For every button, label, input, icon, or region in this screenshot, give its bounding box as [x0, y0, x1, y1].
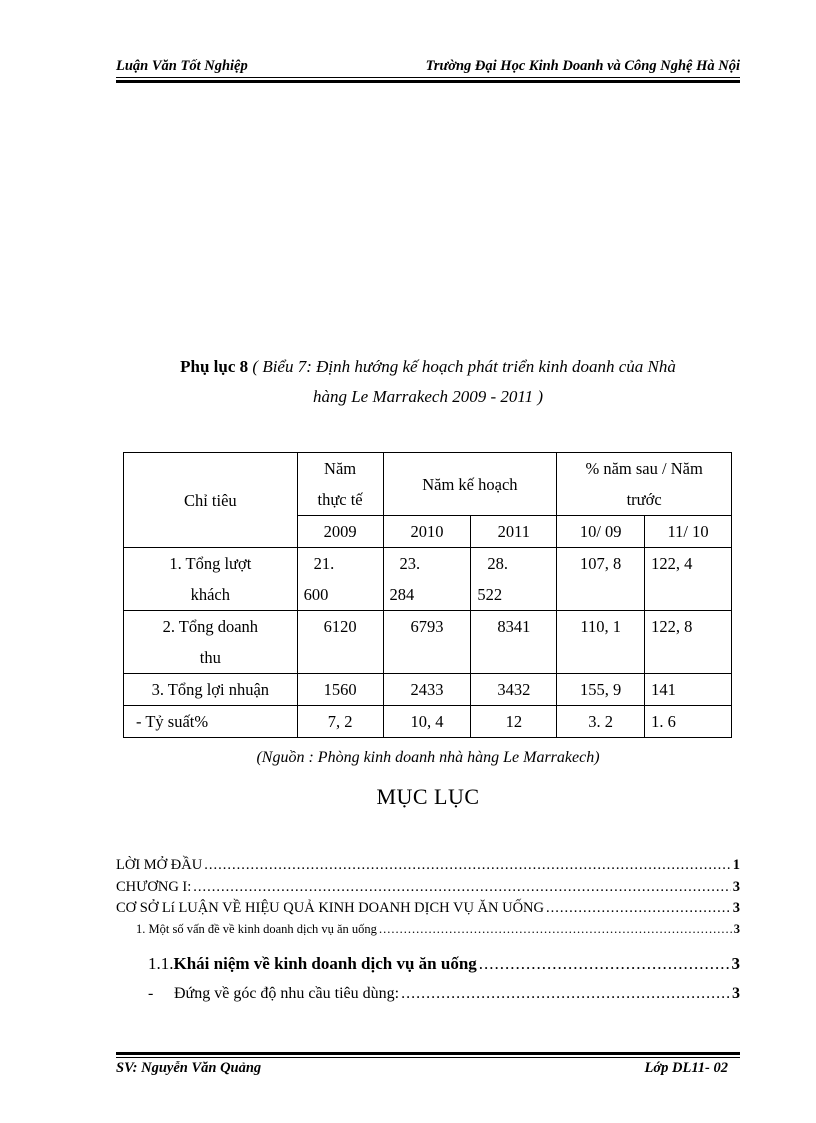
cell-2010: 23. 284: [383, 548, 471, 611]
toc-page-number: 3: [731, 954, 740, 973]
toc-page-number: 1: [732, 857, 740, 873]
header-actual-year: [297, 453, 383, 516]
toc-leader: [193, 879, 730, 896]
table-row: [124, 548, 732, 611]
row-label: 1. Tổng lượt khách: [124, 548, 298, 611]
toc-item-text: CƠ SỞ Lí LUẬN VỀ HIỆU QUẢ KINH DOANH DỊCH VỤ ĂN UỐNG: [116, 900, 544, 916]
header-pct-l2: trước: [626, 490, 662, 509]
row-label: 3. Tổng lợi nhuận: [124, 674, 298, 706]
year-cell: 11/ 10: [645, 516, 732, 548]
table-source-note: (Nguồn : Phòng kinh doanh nhà hàng Le Marrakech): [256, 749, 600, 766]
toc-item[interactable]: [148, 985, 740, 1003]
footer-rule-thin: [116, 1057, 740, 1058]
header-right: Trường Đại Học Kinh Doanh và Công Nghệ Hà Nội: [425, 58, 740, 74]
header-pct-l1: % năm sau / Năm: [585, 459, 703, 478]
header-plan-year: Năm kế hoạch: [383, 453, 557, 516]
cell-2009: 7, 2: [297, 706, 383, 738]
appendix-caption-line1: ( Biểu 7: Định hướng kế hoạch phát triển kinh doanh của Nhà: [248, 357, 676, 376]
header-actual-l2: thực tế: [317, 490, 363, 509]
toc-item-text: CHƯƠNG I:: [116, 879, 192, 895]
cell-2009: 21. 600: [297, 548, 383, 611]
table-row: [124, 611, 732, 674]
row-label: - Tỷ suất%: [124, 706, 298, 738]
appendix-label: Phụ lục 8: [180, 357, 249, 376]
cell-2009: 6120: [297, 611, 383, 674]
cell-2010: 6793: [383, 611, 471, 674]
toc-item[interactable]: [116, 857, 740, 874]
cell-pct-1009: 3. 2: [557, 706, 645, 738]
cell-pct-1110: 141: [645, 674, 732, 706]
toc-item[interactable]: [116, 900, 740, 917]
cell-2011: 12: [471, 706, 557, 738]
toc-item-prefix: 1.1.: [148, 954, 174, 973]
appendix-title-line1: [100, 352, 756, 382]
toc-leader: [546, 900, 731, 917]
toc-page-number: 3: [732, 985, 740, 1002]
cell-2010: 10, 4: [383, 706, 471, 738]
cell-pct-1110: 1. 6: [645, 706, 732, 738]
toc-leader: [379, 922, 732, 937]
toc-leader: [204, 857, 731, 874]
table-header-row: [124, 453, 732, 516]
cell-2009: 1560: [297, 674, 383, 706]
toc-item-text: LỜI MỞ ĐẦU: [116, 857, 203, 873]
cell-2011: 8341: [471, 611, 557, 674]
header-indicator: Chỉ tiêu: [124, 453, 298, 548]
year-cell: 2010: [383, 516, 471, 548]
toc-page-number: 3: [733, 922, 740, 936]
cell-pct-1009: 110, 1: [557, 611, 645, 674]
cell-pct-1110: 122, 4: [645, 548, 732, 611]
toc-item-text: Đứng về góc độ nhu cầu tiêu dùng:: [174, 985, 400, 1002]
table-row: [124, 674, 732, 706]
toc-item[interactable]: [116, 879, 740, 896]
header-left: Luận Văn Tốt Nghiệp: [116, 58, 248, 74]
toc-item-text: Khái niệm về kinh doanh dịch vụ ăn uống: [173, 954, 477, 973]
plan-table: [123, 452, 732, 738]
year-cell: 2009: [297, 516, 383, 548]
appendix-title: [100, 352, 756, 412]
header-actual-l1: Năm: [324, 459, 357, 478]
cell-2011: 28. 522: [471, 548, 557, 611]
cell-pct-1009: 155, 9: [557, 674, 645, 706]
toc-item[interactable]: [148, 954, 740, 974]
cell-pct-1110: 122, 8: [645, 611, 732, 674]
toc-item-text: 1. Một số vấn đề về kinh doanh dịch vụ ăn uống: [136, 922, 377, 936]
appendix-caption-line2: hàng Le Marrakech 2009 - 2011 ): [312, 387, 544, 406]
toc-heading: MỤC LỤC: [376, 784, 480, 809]
cell-2011: 3432: [471, 674, 557, 706]
row-label: 2. Tổng doanh thu: [124, 611, 298, 674]
cell-2010: 2433: [383, 674, 471, 706]
header-rule-thick: [116, 80, 740, 83]
cell-pct-1009: 107, 8: [557, 548, 645, 611]
year-cell: 2011: [471, 516, 557, 548]
footer-left: SV: Nguyễn Văn Quảng: [116, 1060, 262, 1076]
header-pct: [557, 453, 732, 516]
year-cell: 10/ 09: [557, 516, 645, 548]
toc-leader: [479, 954, 730, 974]
toc-page-number: 3: [732, 879, 740, 895]
footer-rule-thick: [116, 1052, 740, 1055]
toc-item[interactable]: [136, 922, 740, 937]
toc-leader: [401, 985, 730, 1003]
toc-page-number: 3: [732, 900, 740, 916]
footer-right: Lớp DL11- 02: [644, 1060, 728, 1076]
toc-item-bullet: -: [148, 985, 154, 1002]
header-rule-thin: [116, 77, 740, 78]
table-row: [124, 706, 732, 738]
